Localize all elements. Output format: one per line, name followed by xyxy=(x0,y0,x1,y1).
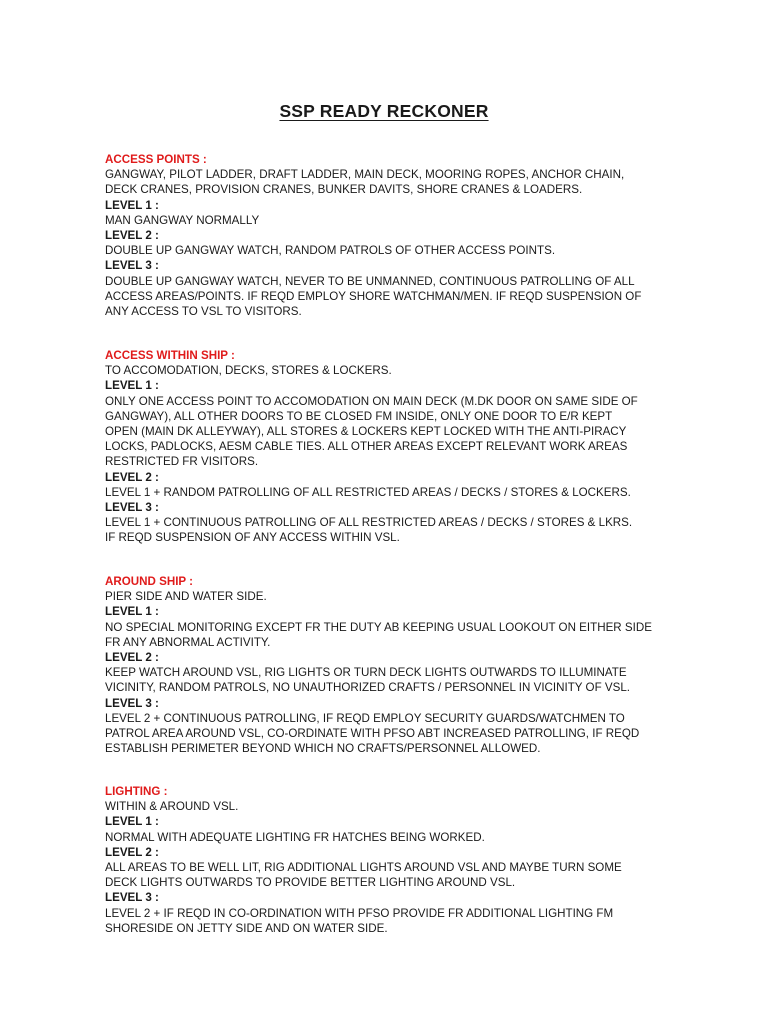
level-text-line: GANGWAY), ALL OTHER DOORS TO BE CLOSED FM INSIDE, ONLY ONE DOOR TO E/R KEPT xyxy=(105,409,613,423)
level-text-line: LEVEL 2 + CONTINUOUS PATROLLING, IF REQD EMPLOY SECURITY GUARDS/WATCHMEN TO xyxy=(105,711,625,725)
level-label: LEVEL 1 : xyxy=(105,198,159,212)
level-text-line: ONLY ONE ACCESS POINT TO ACCOMODATION ON MAIN DECK (M.DK DOOR ON SAME SIDE OF xyxy=(105,394,638,408)
section-access-points xyxy=(105,152,665,319)
level-label: LEVEL 2 : xyxy=(105,470,159,484)
level-label: LEVEL 3 : xyxy=(105,259,159,273)
section-heading: LIGHTING : xyxy=(105,785,168,798)
level-text-line: DOUBLE UP GANGWAY WATCH, NEVER TO BE UNMANNED, CONTINUOUS PATROLLING OF ALL xyxy=(105,274,635,288)
section-around-ship xyxy=(105,574,665,756)
level-text-line: ALL AREAS TO BE WELL LIT, RIG ADDITIONAL LIGHTS AROUND VSL AND MAYBE TURN SOME xyxy=(105,861,622,875)
section-scope-line: WITHIN & AROUND VSL. xyxy=(105,800,239,814)
level-label: LEVEL 3 : xyxy=(105,696,159,710)
level-label: LEVEL 2 : xyxy=(105,651,159,665)
section-heading: AROUND SHIP : xyxy=(105,575,194,588)
level-text-line: VICINITY, RANDOM PATROLS, NO UNAUTHORIZED CRAFTS / PERSONNEL IN VICINITY OF VSL. xyxy=(105,681,631,695)
level-text-line: DOUBLE UP GANGWAY WATCH, RANDOM PATROLS OF OTHER ACCESS POINTS. xyxy=(105,244,556,258)
level-text-line: DECK LIGHTS OUTWARDS TO PROVIDE BETTER LIGHTING AROUND VSL. xyxy=(105,876,516,890)
level-label: LEVEL 2 : xyxy=(105,229,159,243)
level-text-line: KEEP WATCH AROUND VSL, RIG LIGHTS OR TURN DECK LIGHTS OUTWARDS TO ILLUMINATE xyxy=(105,666,627,680)
section-access-within-ship xyxy=(105,348,665,546)
level-label: LEVEL 3 : xyxy=(105,501,159,515)
level-text-line: MAN GANGWAY NORMALLY xyxy=(105,213,260,227)
level-text-line: LOCKS, PADLOCKS, AESM CABLE TIES. ALL OTHER AREAS EXCEPT RELEVANT WORK AREAS xyxy=(105,440,628,454)
level-label: LEVEL 1 : xyxy=(105,605,159,619)
section-scope-line: GANGWAY, PILOT LADDER, DRAFT LADDER, MAIN DECK, MOORING ROPES, ANCHOR CHAIN, xyxy=(105,168,625,182)
page-title: SSP READY RECKONER xyxy=(279,101,489,121)
level-label: LEVEL 1 : xyxy=(105,379,159,393)
level-text-line: NORMAL WITH ADEQUATE LIGHTING FR HATCHES BEING WORKED. xyxy=(105,830,485,844)
section-heading: ACCESS POINTS : xyxy=(105,153,207,166)
section-heading: ACCESS WITHIN SHIP : xyxy=(105,349,235,362)
level-text-line: ANY ACCESS TO VSL TO VISITORS. xyxy=(105,305,302,319)
section-scope-line: PIER SIDE AND WATER SIDE. xyxy=(105,590,267,604)
level-text-line: FR ANY ABNORMAL ACTIVITY. xyxy=(105,635,271,649)
level-text-line: ESTABLISH PERIMETER BEYOND WHICH NO CRAFTS/PERSONNEL ALLOWED. xyxy=(105,742,541,756)
level-text-line: OPEN (MAIN DK ALLEYWAY), ALL STORES & LOCKERS KEPT LOCKED WITH THE ANTI-PIRACY xyxy=(105,425,627,439)
level-text-line: SHORESIDE ON JETTY SIDE AND ON WATER SIDE. xyxy=(105,921,388,935)
section-scope-line: DECK CRANES, PROVISION CRANES, BUNKER DAVITS, SHORE CRANES & LOADERS. xyxy=(105,183,583,197)
level-label: LEVEL 2 : xyxy=(105,845,159,859)
level-text-line: IF REQD SUSPENSION OF ANY ACCESS WITHIN VSL. xyxy=(105,531,400,545)
level-label: LEVEL 1 : xyxy=(105,815,159,829)
level-text-line: RESTRICTED FR VISITORS. xyxy=(105,455,259,469)
section-lighting xyxy=(105,784,665,936)
level-text-line: PATROL AREA AROUND VSL, CO-ORDINATE WITH PFSO ABT INCREASED PATROLLING, IF REQD xyxy=(105,727,640,741)
level-text-line: LEVEL 1 + RANDOM PATROLLING OF ALL RESTRICTED AREAS / DECKS / STORES & LOCKERS. xyxy=(105,485,631,499)
level-text-line: NO SPECIAL MONITORING EXCEPT FR THE DUTY AB KEEPING USUAL LOOKOUT ON EITHER SIDE xyxy=(105,620,652,634)
level-text-line: ACCESS AREAS/POINTS. IF REQD EMPLOY SHORE WATCHMAN/MEN. IF REQD SUSPENSION OF xyxy=(105,289,642,303)
level-label: LEVEL 3 : xyxy=(105,891,159,905)
level-text-line: LEVEL 1 + CONTINUOUS PATROLLING OF ALL RESTRICTED AREAS / DECKS / STORES & LKRS. xyxy=(105,516,633,530)
level-text-line: LEVEL 2 + IF REQD IN CO-ORDINATION WITH PFSO PROVIDE FR ADDITIONAL LIGHTING FM xyxy=(105,906,614,920)
section-scope-line: TO ACCOMODATION, DECKS, STORES & LOCKERS. xyxy=(105,364,392,378)
